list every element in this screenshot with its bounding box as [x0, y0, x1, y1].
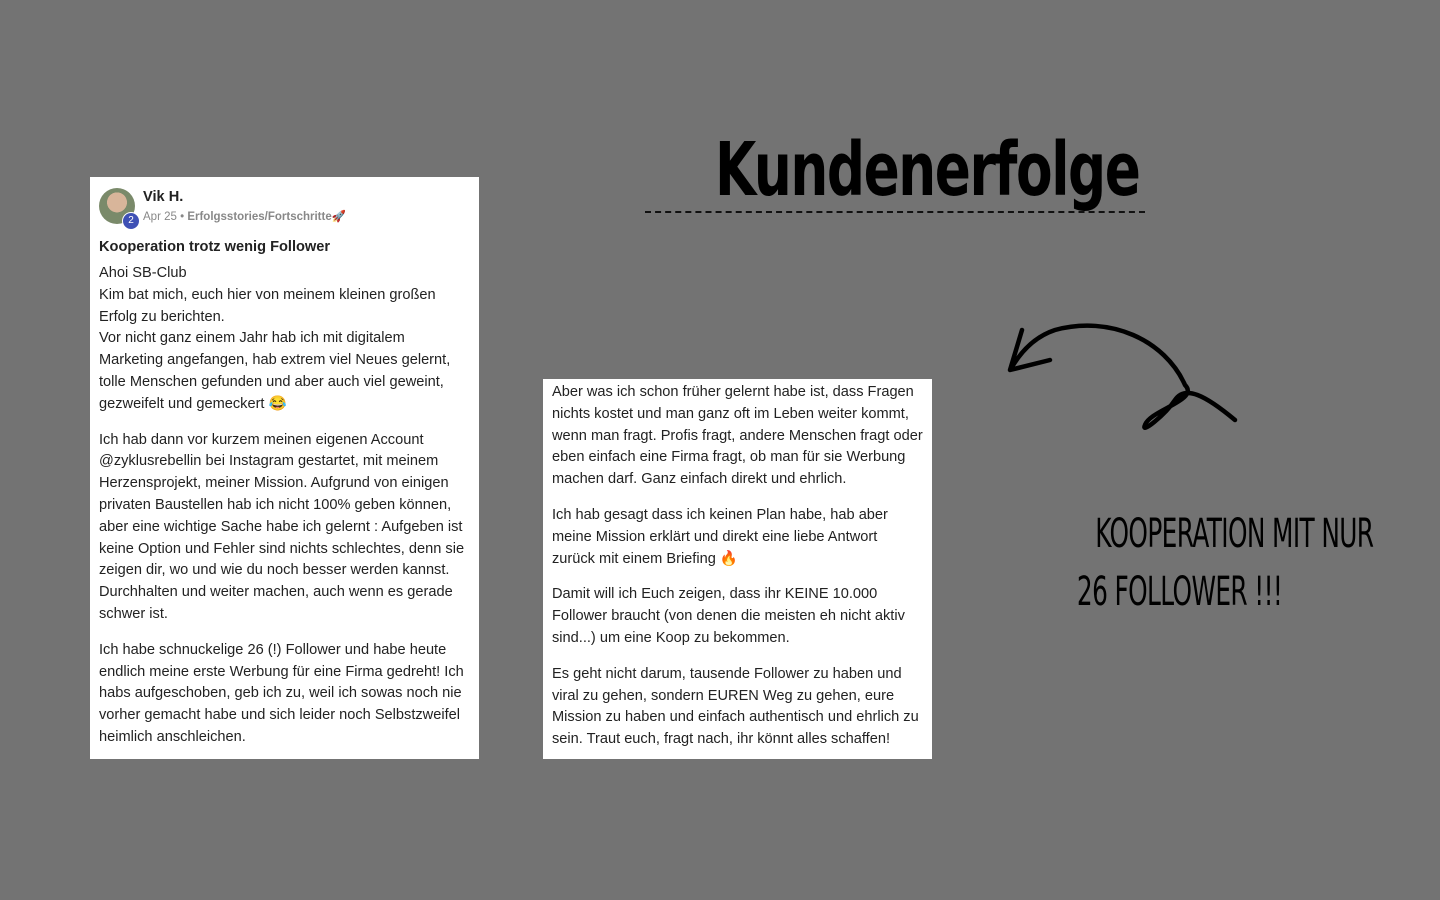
post-paragraph: Aber was ich schon früher gelernt habe ist, dass Fragen nichts kostet und man ganz oft im Leben weiter kommt, wenn man fragt. Profis fragt, andere Menschen fragt oder eben einfach eine Firma fragt, ob man für sie Werbung machen darf. Ganz einfach direkt und ehrlich. — [552, 384, 923, 488]
post-paragraph: Ahoi SB-Club Kim bat mich, euch hier von meinem kleinen großen Erfolg zu berichten. Vor nicht ganz einem Jahr hab ich mit digitalem Marketing angefangen, hab extrem viel Neues gelernt, tolle Menschen gefunden und aber auch viel geweint, gezweifelt und gemeckert 😂 — [99, 265, 451, 412]
post-paragraph: Es geht nicht darum, tausende Follower zu haben und viral zu gehen, sondern EUREN Weg zu gehen, eure Mission zu haben und einfach authentisch und ehrlich zu sein. Traut euch, fragt nach, ihr könnt alles schaffen! — [552, 665, 919, 748]
post-category[interactable]: Erfolgsstories/Fortschritte🚀 — [187, 211, 347, 223]
post-paragraph: Ich hab gesagt dass ich keinen Plan habe, hab aber meine Mission erklärt und direkt eine liebe Antwort zurück mit einem Briefing 🔥 — [552, 506, 888, 567]
level-badge: 2 — [122, 212, 140, 230]
callout-line-2: 26 FOLLOWER !!! — [1077, 569, 1283, 615]
callout-line-1: KOOPERATION MIT NUR — [1095, 511, 1374, 557]
avatar[interactable] — [99, 188, 135, 224]
post-paragraph: Ich hab dann vor kurzem meinen eigenen Account @zyklusrebellin bei Instagram gestartet, mit meinem Herzensprojekt, meiner Mission. Aufgrund von einigen privaten Baustellen hab ich nicht 100% geben können, aber eine wichtige Sache habe ich gelernt : Aufgeben ist keine Option und Fehler sind nichts schlechtes, denn sie zeigen dir, wo und wie du noch besser werden kannst. Durchhalten und weiter machen, auch wenn es gerade schwer ist. — [99, 431, 465, 622]
post-subline — [143, 209, 346, 225]
callout-text — [1010, 505, 1374, 621]
heading-dashed-underline — [645, 211, 1145, 213]
curved-arrow-icon — [1000, 315, 1245, 445]
post-paragraph: Damit will ich Euch zeigen, dass ihr KEINE 10.000 Follower braucht (von denen die meisten eh nicht aktiv sind...) um eine Koop zu bekommen. — [552, 586, 905, 646]
author-name[interactable]: Vik H. — [143, 189, 184, 205]
post-card-right — [543, 379, 932, 759]
post-date: Apr 25 — [143, 211, 177, 223]
post-header — [99, 187, 470, 237]
meta-separator: • — [176, 211, 188, 223]
post-title: Kooperation trotz wenig Follower — [99, 239, 331, 255]
heading — [645, 125, 1145, 215]
post-paragraph: Ich habe schnuckelige 26 (!) Follower und habe heute endlich meine erste Werbung für eine Firma gedreht! Ich habs aufgeschoben, geb ich zu, weil ich sowas noch nie vorher gemacht habe und sich leider noch Selbstzweifel heimlich anschleichen. — [99, 641, 464, 745]
post-card-left — [90, 177, 479, 759]
heading-title: Kundenerfolge — [715, 127, 1140, 213]
post-meta — [143, 187, 346, 225]
